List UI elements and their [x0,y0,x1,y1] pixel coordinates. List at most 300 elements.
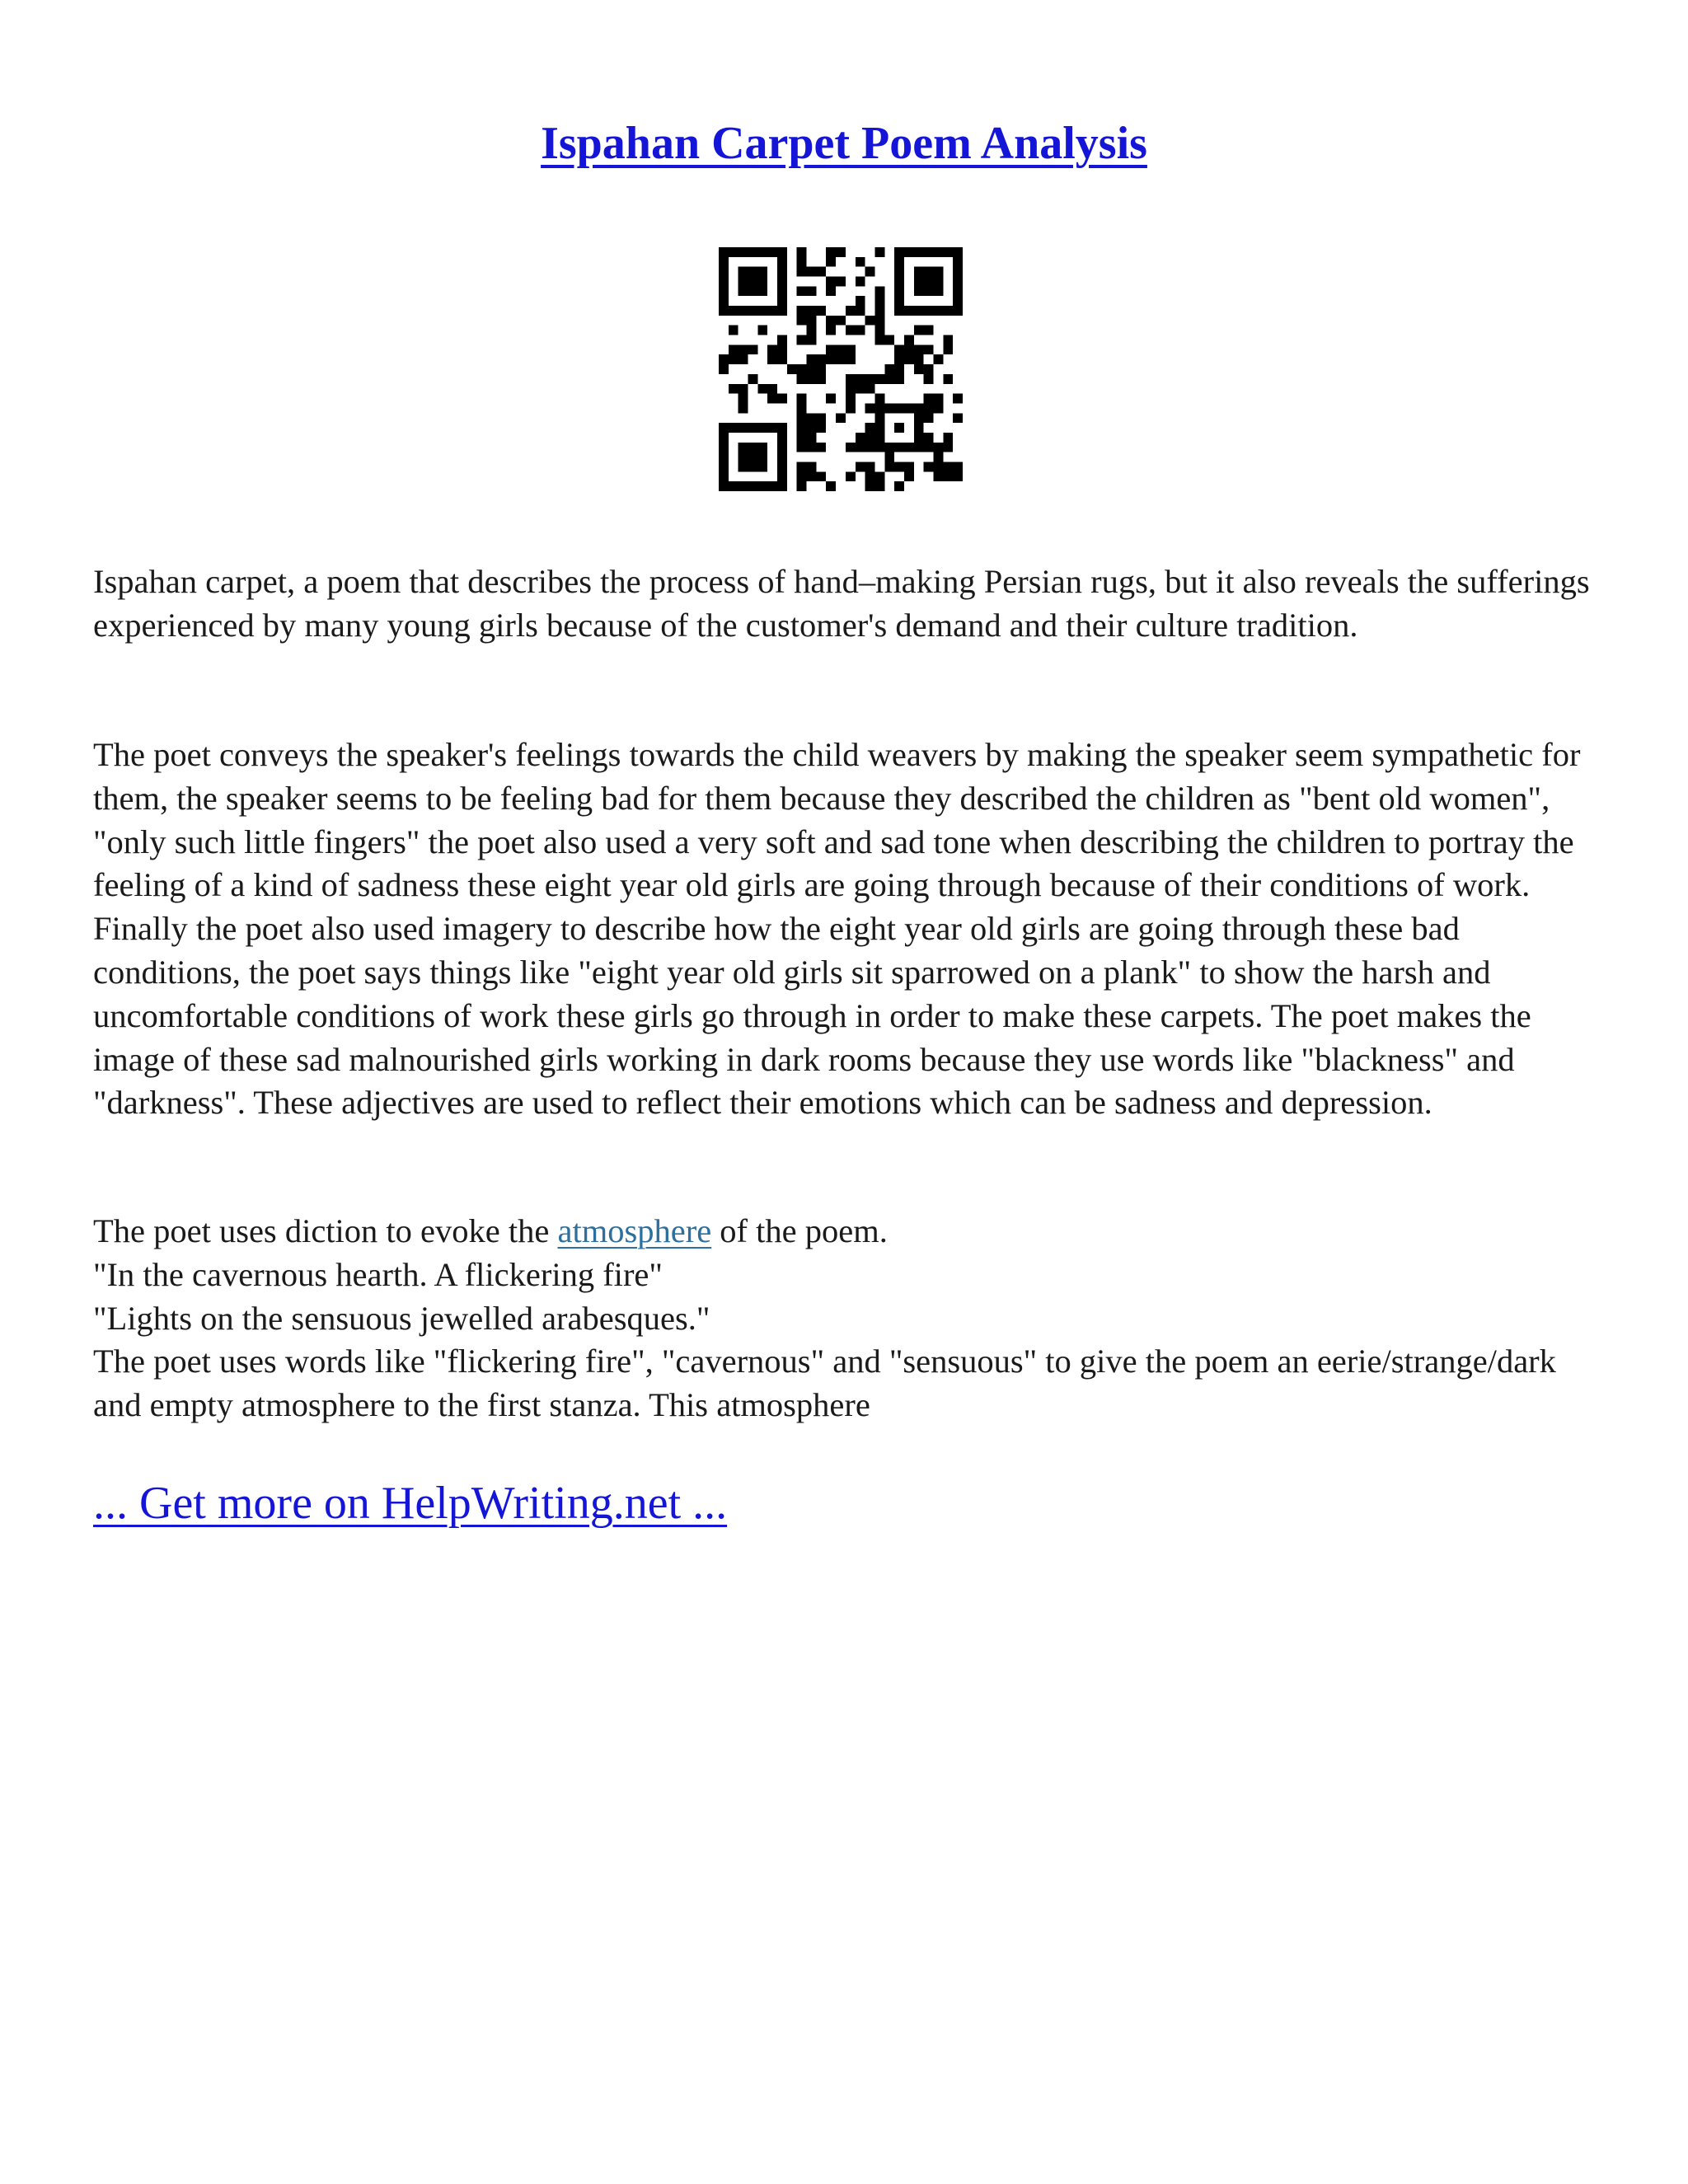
qr-module [924,364,934,374]
qr-module [816,306,826,316]
qr-module [748,267,758,277]
atmosphere-link[interactable]: atmosphere [557,1212,712,1249]
qr-module [943,335,953,345]
qr-module [767,344,777,354]
qr-module [748,452,758,462]
qr-module [729,384,738,394]
qr-module [894,443,904,452]
qr-module [797,403,807,413]
diction-line-4: The poet uses words like "flickering fire", "cavernous" and "sensuous" to give the poem an eerie/strange/dark and empty atmosphere to the first stanza. This atmosphere [93,1343,1556,1424]
intro-paragraph [93,560,1601,648]
qr-module [924,306,934,316]
qr-module [846,306,856,316]
quote-line-2: "Lights on the sensuous jewelled arabesques." [93,1299,710,1337]
qr-module [767,423,777,433]
qr-module [856,443,865,452]
qr-module [846,394,856,404]
qr-module [777,296,787,306]
qr-module [777,394,787,404]
qr-module [933,286,943,296]
qr-module [914,247,924,257]
qr-module [924,247,934,257]
qr-module [865,374,875,384]
qr-module [738,452,748,462]
qr-module [807,316,817,326]
qr-module [738,394,748,404]
title-link[interactable]: Ispahan Carpet Poem Analysis [541,118,1147,169]
qr-module [757,384,767,394]
qr-module [953,267,963,277]
qr-module [953,306,963,316]
qr-module [865,267,875,277]
qr-module [797,306,807,316]
qr-module [943,374,953,384]
qr-module [933,452,943,462]
qr-module [914,364,924,374]
qr-module [894,267,904,277]
qr-module [719,423,729,433]
qr-module [826,354,836,364]
qr-module [807,433,817,443]
qr-module [729,326,738,335]
qr-module [757,326,767,335]
qr-module [797,316,807,326]
qr-module [826,481,836,491]
qr-module [797,433,807,443]
qr-module [874,403,884,413]
qr-module [894,481,904,491]
qr-module [797,423,807,433]
qr-module [884,462,894,471]
qr-module [797,286,807,296]
qr-module [933,443,943,452]
qr-module [748,247,758,257]
qr-module [807,354,817,364]
qr-module [826,316,836,326]
qr-module [953,413,963,423]
qr-module [836,344,846,354]
qr-module [884,335,894,345]
qr-module [884,364,894,374]
qr-module [856,374,865,384]
qr-module [767,306,777,316]
qr-module [719,481,729,491]
qr-module [719,452,729,462]
qr-module [787,364,797,374]
document-title [0,114,1688,173]
qr-module [943,443,953,452]
qr-module [914,433,924,443]
qr-module [865,462,875,471]
qr-module [738,277,748,287]
qr-module [894,286,904,296]
qr-module [933,403,943,413]
qr-module [738,423,748,433]
qr-module [856,306,865,316]
qr-module [874,247,884,257]
qr-module [884,403,894,413]
qr-module [797,257,807,267]
qr-module [914,423,924,433]
qr-module [729,481,738,491]
qr-module [904,354,914,364]
qr-module [924,403,934,413]
qr-module [914,326,924,335]
qr-module [738,354,748,364]
qr-module [924,462,934,471]
qr-module [874,413,884,423]
qr-module [894,462,904,471]
qr-module [807,335,817,345]
qr-module [856,277,865,287]
qr-module [904,462,914,471]
qr-module [904,335,914,345]
qr-module [894,277,904,287]
qr-module [836,247,846,257]
qr-module [807,443,817,452]
qr-module [719,257,729,267]
qr-module [807,286,817,296]
qr-module [719,443,729,452]
qr-module [807,326,817,335]
qr-module [816,267,826,277]
qr-module [894,257,904,267]
qr-module [748,423,758,433]
qr-module [914,306,924,316]
qr-module [924,277,934,287]
qr-module [826,247,836,257]
qr-module [884,452,894,462]
qr-module [757,286,767,296]
paragraph-text: The poet conveys the speaker's feelings towards the child weavers by making the speaker seem sympathetic for them, the speaker seems to be feeling bad for them because they described the children as "bent old women", "only such little fingers" the poet also used a very soft and sad tone when describing the children to portray the feeling of a kind of sadness these eight year old girls are going through because of their conditions of work. Finally the poet also used imagery to describe how the eight year old girls are going through these bad conditions, the poet says things like "eight year old girls sit sparrowed on a plank" to show the harsh and uncomfortable conditions of work these girls go through in order to make these carpets. The poet makes the image of these sad malnourished girls working in dark rooms because they use words like "blackness" and "darkness". These adjectives are used to reflect their emotions which can be sadness and depression. [93,736,1581,1122]
qr-module [904,471,914,481]
qr-module [757,462,767,471]
qr-module [729,247,738,257]
qr-module [807,364,817,374]
qr-module [826,344,836,354]
qr-module [856,384,865,394]
qr-module [757,443,767,452]
qr-module [943,306,953,316]
qr-module [816,471,826,481]
qr-module [874,443,884,452]
qr-module [914,403,924,413]
qr-module [924,267,934,277]
qr-module [943,433,953,443]
qr-module [943,247,953,257]
qr-module [826,326,836,335]
qr-module [874,471,884,481]
qr-module [933,471,943,481]
qr-module [757,423,767,433]
qr-module [777,257,787,267]
qr-module [777,306,787,316]
qr-module [816,354,826,364]
qr-module [846,403,856,413]
qr-module [797,471,807,481]
qr-module [924,413,934,423]
qr-module [836,413,846,423]
qr-module [826,394,836,404]
qr-module [894,247,904,257]
qr-module [904,443,914,452]
qr-module [738,247,748,257]
qr-module [874,286,884,296]
qr-module [856,257,865,267]
qr-module [924,433,934,443]
diction-line-1-end: of the poem. [711,1212,888,1249]
qr-module [874,316,884,326]
qr-module [933,462,943,471]
qr-module [856,433,865,443]
qr-module [719,286,729,296]
qr-module [953,286,963,296]
qr-module [865,433,875,443]
qr-module [943,471,953,481]
qr-module [797,394,807,404]
qr-module [943,462,953,471]
qr-module [807,423,817,433]
qr-module [874,326,884,335]
qr-module [748,277,758,287]
qr-module [807,462,817,471]
qr-module [807,306,817,316]
qr-module [836,354,846,364]
qr-module [865,384,875,394]
qr-module [719,354,729,364]
qr-module [807,413,817,423]
qr-module [816,364,826,374]
qr-module [894,423,904,433]
qr-module [719,433,729,443]
qr-module [757,267,767,277]
qr-module [797,462,807,471]
qr-module [865,316,875,326]
qr-module [865,423,875,433]
qr-module [953,462,963,471]
qr-module [953,471,963,481]
qr-module [874,335,884,345]
qr-module [894,296,904,306]
qr-module [884,374,894,384]
qr-module [738,384,748,394]
qr-module [729,344,738,354]
qr-module [738,286,748,296]
qr-module [953,277,963,287]
qr-module [797,413,807,423]
qr-module [767,394,777,404]
qr-module [777,481,787,491]
qr-module [953,296,963,306]
qr-module [748,286,758,296]
qr-module [874,296,884,306]
qr-module [738,403,748,413]
qr-module [738,344,748,354]
qr-module [904,247,914,257]
qr-module [865,481,875,491]
qr-module [914,286,924,296]
qr-module [953,394,963,404]
qr-module [846,326,856,335]
qr-module [757,481,767,491]
quote-line-1: "In the cavernous hearth. A flickering fire" [93,1255,663,1293]
qr-module [767,384,777,394]
qr-module [826,257,836,267]
qr-module [757,247,767,257]
qr-module [757,277,767,287]
qr-module [836,277,846,287]
qr-module [874,423,884,433]
qr-module [777,471,787,481]
qr-module [748,481,758,491]
qr-module [719,267,729,277]
qr-module [719,296,729,306]
qr-module [846,384,856,394]
qr-module [874,306,884,316]
qr-module [933,394,943,404]
qr-module [777,433,787,443]
qr-module [748,462,758,471]
qr-module [894,374,904,384]
qr-module [748,443,758,452]
qr-module [846,374,856,384]
qr-module [874,394,884,404]
qr-module [846,471,856,481]
qr-module [777,354,787,364]
qr-module [757,452,767,462]
qr-module [777,286,787,296]
qr-module [777,462,787,471]
qr-module [874,433,884,443]
qr-module [816,374,826,384]
qr-module [797,335,807,345]
qr-module [904,403,914,413]
qr-module [729,354,738,364]
qr-module [816,443,826,452]
qr-module [914,344,924,354]
qr-module [904,306,914,316]
diction-paragraph [93,1210,1601,1427]
qr-module [924,326,934,335]
qr-module [729,423,738,433]
qr-module [797,247,807,257]
qr-module [914,443,924,452]
qr-module [738,443,748,452]
qr-module [797,481,807,491]
qr-module [777,452,787,462]
qr-module [904,344,914,354]
qr-module [748,306,758,316]
qr-module [933,247,943,257]
qr-module [856,462,865,471]
qr-module [816,423,826,433]
qr-module [777,267,787,277]
qr-module [797,443,807,452]
qr-module [807,267,817,277]
qr-module [894,364,904,374]
qr-module [816,413,826,423]
qr-module [856,326,865,335]
qr-module [914,354,924,364]
diction-line-1-start: The poet uses diction to evoke the [93,1212,558,1249]
qr-module [914,267,924,277]
qr-module [797,374,807,384]
qr-module [836,316,846,326]
qr-module [884,443,894,452]
qr-module [856,296,865,306]
qr-module [953,247,963,257]
qr-module [914,413,924,423]
analysis-paragraph [93,733,1601,1125]
qr-module [924,394,934,404]
more-link-container [93,1474,727,1533]
qr-module [807,471,817,481]
qr-module [757,306,767,316]
qr-module [914,277,924,287]
qr-module [933,354,943,364]
qr-module [894,344,904,354]
qr-module [777,277,787,287]
qr-module [767,481,777,491]
qr-module [777,344,787,354]
qr-module [874,374,884,384]
qr-module [748,374,758,384]
qr-module [924,443,934,452]
qr-module [943,344,953,354]
qr-module [767,247,777,257]
qr-module [953,257,963,267]
qr-module [738,462,748,471]
qr-module [846,344,856,354]
qr-module [933,306,943,316]
qr-code-image [719,247,963,491]
qr-module [826,277,836,287]
paragraph-text: Ispahan carpet, a poem that describes the process of hand–making Persian rugs, but it also reveals the sufferings experienced by many young girls because of the customer's demand and their culture tradition. [93,563,1590,644]
qr-module [924,374,934,384]
qr-module [933,267,943,277]
qr-module [894,306,904,316]
qr-module [797,364,807,374]
qr-module [865,403,875,413]
qr-module [924,344,934,354]
qr-module [719,462,729,471]
diction-line-1 [93,1210,1601,1254]
qr-module [719,306,729,316]
qr-module [777,247,787,257]
qr-module [767,354,777,364]
qr-module [719,277,729,287]
qr-module [738,306,748,316]
qr-module [777,423,787,433]
get-more-link[interactable]: ... Get more on HelpWriting.net ... [93,1478,728,1529]
qr-module [865,471,875,481]
qr-module [894,403,904,413]
qr-module [846,443,856,452]
qr-module [719,247,729,257]
qr-module [826,286,836,296]
qr-module [738,267,748,277]
qr-module [719,471,729,481]
qr-module [846,354,856,364]
qr-module [807,374,817,384]
qr-module [719,364,729,374]
qr-module [865,443,875,452]
qr-module [748,344,758,354]
qr-module [874,481,884,491]
qr-module [738,481,748,491]
qr-module [777,335,787,345]
qr-module [894,354,904,364]
